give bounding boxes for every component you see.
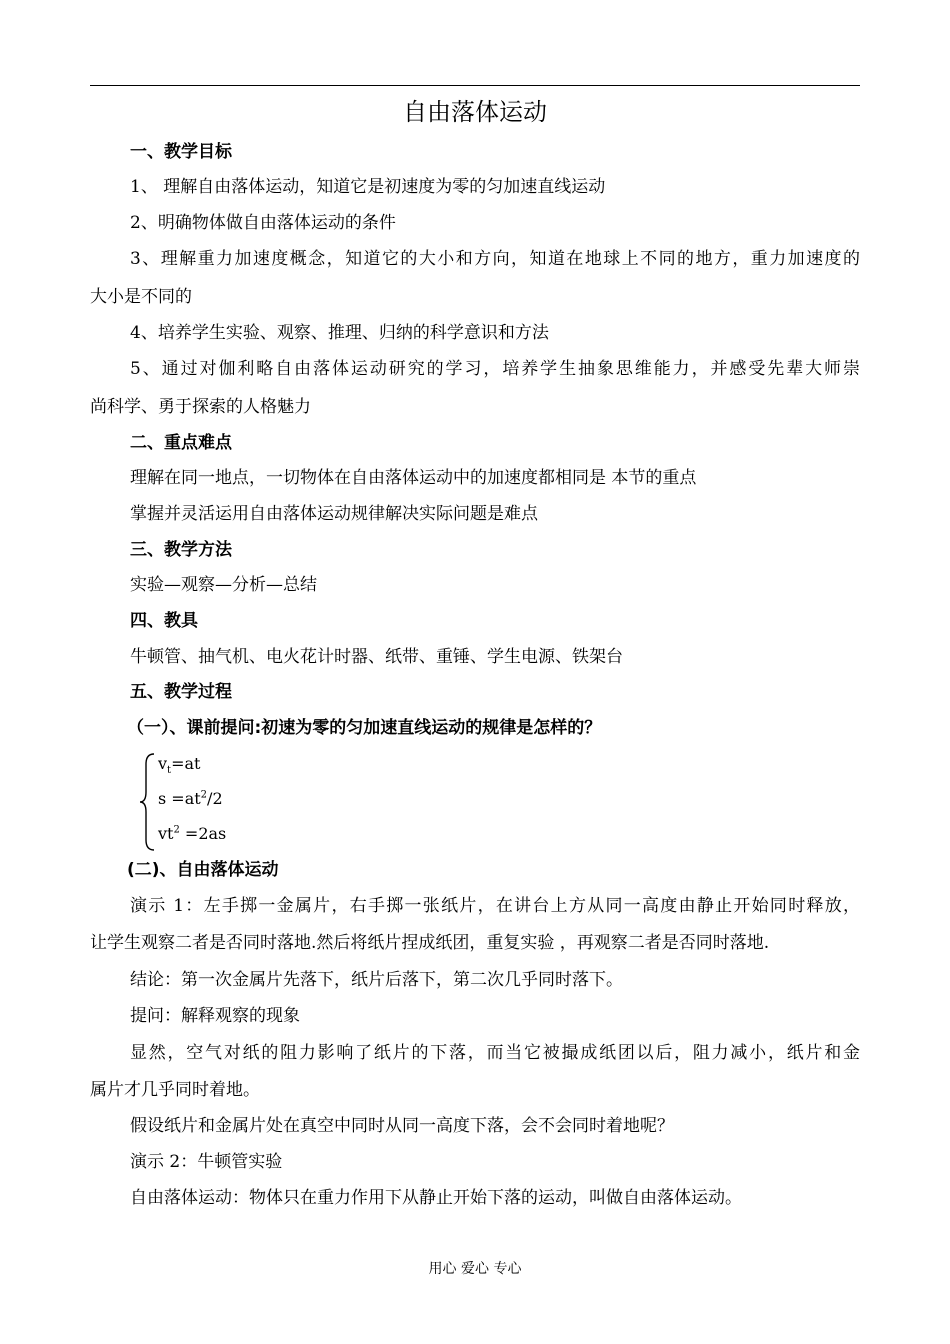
question-text: 提问：解释观察的现象 [130, 1006, 300, 1026]
formula-brace [138, 752, 156, 852]
heading-teaching-aids: 四、教具 [130, 611, 198, 631]
hypothesis-text: 假设纸片和金属片处在真空中同时从同一高度下落，会不会同时着地呢？ [130, 1116, 674, 1136]
goal-2: 2、明确物体做自由落体运动的条件 [130, 213, 396, 233]
demo-2-text: 演示 2：牛顿管实验 [130, 1152, 283, 1172]
demo-1-line-1: 演示 1：左手掷一金属片，右手掷一张纸片，在讲台上方从同一高度由静止开始同时释放， [130, 896, 860, 916]
heading-teaching-goals: 一、教学目标 [130, 142, 232, 162]
goal-5-cont: 尚科学、勇于探索的人格魅力 [90, 397, 311, 417]
page-footer: 用心 爱心 专心 [428, 1261, 522, 1277]
teaching-method-text: 实验—观察—分析—总结 [130, 575, 317, 595]
formula-displacement: $s =at^2/2$ [158, 789, 223, 808]
key-point-1: 理解在同一地点，一切物体在自由落体运动中的加速度都相同是 本节的重点 [130, 468, 697, 488]
document-title: 自由落体运动 [403, 98, 547, 126]
formula-velocity: $v_t=at$ [158, 754, 201, 777]
heading-key-points: 二、重点难点 [130, 433, 232, 453]
formula-velocity-squared: $vt^2 =2as$ [158, 824, 227, 843]
header-rule [90, 85, 860, 86]
explanation-line-1: 显然，空气对纸的阻力影响了纸片的下落，而当它被撮成纸团以后，阻力减小，纸片和金 [130, 1043, 860, 1063]
goal-3-cont: 大小是不同的 [90, 287, 192, 307]
goal-5: 5、通过对伽利略自由落体运动研究的学习，培养学生抽象思维能力，并感受先辈大师崇 [130, 359, 860, 379]
subheading-free-fall: (二)、自由落体运动 [127, 860, 279, 880]
free-fall-definition: 自由落体运动：物体只在重力作用下从静止开始下落的运动，叫做自由落体运动。 [130, 1188, 742, 1208]
heading-teaching-process: 五、教学过程 [130, 682, 232, 702]
goal-3: 3、理解重力加速度概念，知道它的大小和方向，知道在地球上不同的地方，重力加速度的 [130, 249, 860, 269]
teaching-aids-text: 牛顿管、抽气机、电火花计时器、纸带、重锤、学生电源、铁架台 [130, 647, 623, 667]
explanation-line-2: 属片才几乎同时着地。 [90, 1080, 260, 1100]
key-point-2: 掌握并灵活运用自由落体运动规律解决实际问题是难点 [130, 504, 538, 524]
demo-1-line-2: 让学生观察二者是否同时落地.然后将纸片捏成纸团，重复实验 ，再观察二者是否同时落地. [90, 933, 770, 953]
goal-1: 1、 理解自由落体运动，知道它是初速度为零的匀加速直线运动 [130, 177, 606, 197]
goal-4: 4、培养学生实验、观察、推理、归纳的科学意识和方法 [130, 323, 549, 343]
subheading-pre-class-question: （一）、课前提问:初速为零的匀加速直线运动的规律是怎样的？ [127, 718, 602, 738]
conclusion-text: 结论：第一次金属片先落下，纸片后落下，第二次几乎同时落下。 [130, 970, 623, 990]
heading-teaching-method: 三、教学方法 [130, 540, 232, 560]
